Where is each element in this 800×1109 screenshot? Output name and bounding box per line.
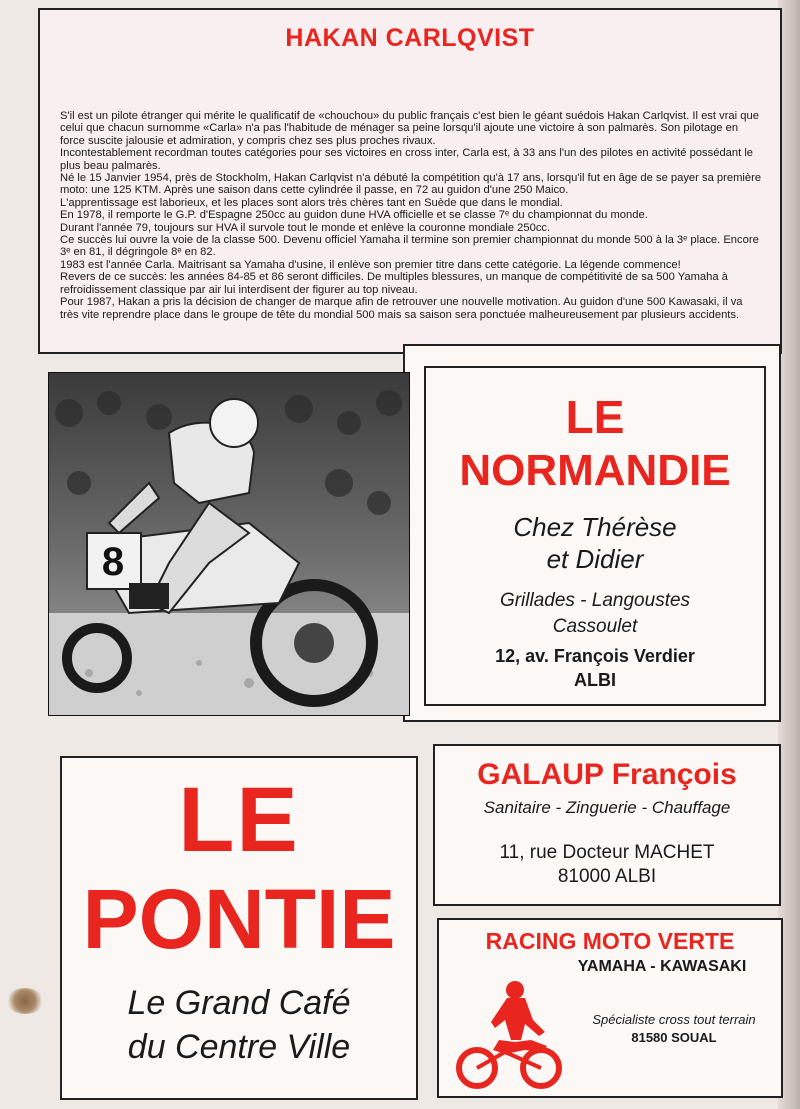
galaup-services: Sanitaire - Zinguerie - Chauffage <box>483 798 731 817</box>
racing-moto-verte-ad <box>437 918 783 1098</box>
biography-text <box>60 110 762 321</box>
galaup-address: 11, rue Docteur MACHET <box>499 842 715 863</box>
normandie-title: NORMANDIE <box>459 446 731 495</box>
normandie-ad <box>424 366 766 706</box>
normandie-menu: Grillades - Langoustes <box>499 590 691 611</box>
pontie-ad <box>60 756 418 1100</box>
pontie-tagline-2: du Centre Ville <box>127 1028 351 1066</box>
biography-box <box>38 8 782 354</box>
bio-paragraph: S'il est un pilote étranger qui mérite le qualificatif de «chouchou» du public français c'est bien le géant suédois Hakan Carlqvist. Il est vrai que celui que chacun surnomme «Carla» n'a pas l'habitude de ménager sa peine lorsqu'il ajoute une victoire à son palmarès. Son pilotage en force suscite jalousie et admiration, y compris chez ses plus proches rivaux. <box>60 110 759 147</box>
pontie-tagline: Le Grand Café <box>127 984 351 1022</box>
racing-specialty: Spécialiste cross tout terrain <box>592 1012 756 1027</box>
bio-paragraph: Ce succès lui ouvre la voie de la classe 500. Devenu officiel Yamaha il termine son premier championnat du monde 500 à la 3ᵉ place. Encore 3ᵉ en 81, il dégringole 8ᵉ en 82. <box>60 234 759 259</box>
paper-stain <box>6 988 44 1014</box>
normandie-menu-2: Cassoulet <box>552 616 638 637</box>
motocross-rider-icon <box>455 980 565 1092</box>
normandie-address: 12, av. François Verdier <box>495 646 695 666</box>
bio-paragraph: L'apprentissage est laborieux, et les places sont alors très chères tant en Suède que dans le mondial. <box>60 196 563 209</box>
normandie-title-le: LE <box>565 391 625 443</box>
bio-paragraph: Incontestablement recordman toutes catégories pour ses victoires en cross inter, Carla est, à 33 ans l'un des pilotes en activité possédant le plus beau palmarès. <box>60 147 754 172</box>
normandie-city: ALBI <box>574 670 616 690</box>
normandie-owners-2: et Didier <box>546 544 644 574</box>
bio-paragraph: Durant l'année 79, toujours sur HVA il survole tout le monde et enlève la couronne mondiale 250cc. <box>60 221 551 234</box>
racing-brands: YAMAHA - KAWASAKI <box>577 958 747 975</box>
racing-city: 81580 SOUAL <box>631 1030 717 1045</box>
normandie-owners: Chez Thérèse <box>513 512 677 542</box>
number-plate-text: 8 <box>101 540 125 584</box>
motocross-photo <box>48 372 410 716</box>
galaup-title: GALAUP François <box>477 758 737 791</box>
bio-paragraph: 1983 est l'année Carla. Maitrisant sa Yamaha d'usine, il enlève son premier titre dans cette catégorie. La légende commence! <box>60 258 681 271</box>
bio-paragraph: Revers de ce succès: les années 84-85 et 86 seront difficiles. De multiples blessures, un manque de compétitivité de sa 500 Yamaha à refroidissement classique par air lui interdisent der figurer au top niveau. <box>60 271 728 296</box>
galaup-ad <box>433 744 781 906</box>
racing-title: RACING MOTO VERTE <box>485 928 735 954</box>
pontie-title: PONTIE <box>82 872 396 966</box>
bio-paragraph: Né le 15 Janvier 1954, près de Stockholm, Hakan Carlqvist n'a débuté la compétition qu'à 17 ans, lorsqu'il fut en âge de se payer sa première moto: une 125 KTM. Après une saison dans cette cylindrée il passe, en 72 au guidon d'une 250 Maico. <box>60 172 762 197</box>
biography-title: HAKAN CARLQVIST <box>285 24 535 52</box>
rider-photo-illustration <box>49 373 410 716</box>
galaup-city: 81000 ALBI <box>557 866 657 887</box>
pontie-title-le: LE <box>178 769 300 871</box>
bio-paragraph: En 1978, il remporte le G.P. d'Espagne 250cc au guidon dune HVA officielle et se classe 7ᵉ du championnat du monde. <box>60 209 648 222</box>
bio-paragraph: Pour 1987, Hakan a pris la décision de changer de marque afin de retrouver une nouvelle motivation. Au guidon d'une 500 Kawasaki, il va très vite reprendre place dans le groupe de tête du mondial 500 mais sa saison sera ponctuée malheureusement par plusieurs accidents. <box>60 296 743 321</box>
